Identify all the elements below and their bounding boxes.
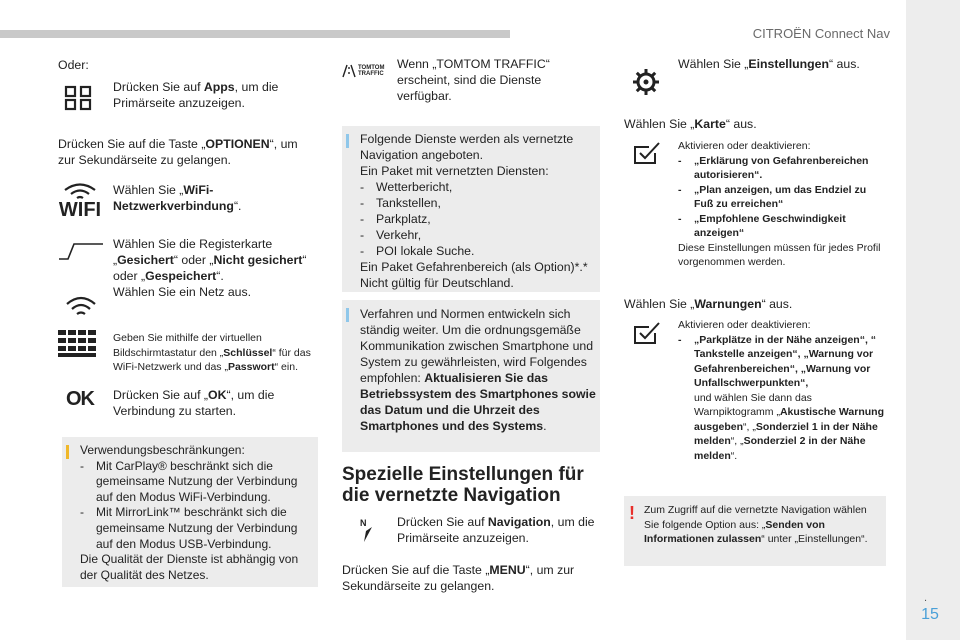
svg-text:N: N xyxy=(360,518,367,528)
page-dot: . xyxy=(924,592,928,604)
tab-selector-icon xyxy=(58,240,104,262)
karte-options xyxy=(678,139,888,270)
settings-instruction: Wählen Sie „Einstellungen“ aus. xyxy=(678,57,860,71)
oder-label: Oder: xyxy=(58,58,89,72)
karte-options-intro: Aktivieren oder deaktivieren: xyxy=(678,140,811,152)
services-intro: Folgende Dienste werden als vernetzte Navigation angeboten. xyxy=(360,132,574,162)
karte-options-outro: Diese Einstellungen müssen für jedes Profil vorgenommen werden. xyxy=(678,241,881,268)
karte-option-item: - „Erklärung von Gefahrenbereichen autorisieren“. xyxy=(678,154,888,183)
tomtom-instruction: Wenn „TOMTOM TRAFFIC“ erscheint, sind die Dienste verfügbar. xyxy=(397,57,550,103)
navigation-arrow-icon xyxy=(352,516,380,544)
settings-gear-icon xyxy=(630,66,662,98)
menu-instruction: Drücken Sie auf die Taste „MENU“, um zur Sekundärseite zu gelangen. xyxy=(342,563,575,593)
services-note xyxy=(342,126,600,292)
header-rule xyxy=(0,30,510,38)
service-item: - Verkehr, xyxy=(360,227,596,243)
warnungen-options-intro: Aktivieren oder deaktivieren: xyxy=(678,319,811,331)
warnungen-options xyxy=(678,318,888,463)
karte-instruction: Wählen Sie „Karte“ aus. xyxy=(624,117,757,131)
services-outro2: Nicht gültig für Deutschland. xyxy=(360,276,514,290)
rules-note xyxy=(342,300,600,452)
access-alert-note xyxy=(624,496,886,566)
warning-exclamation-icon: ! xyxy=(629,503,635,523)
apps-instruction: Drücken Sie auf Apps, um die Primärseite anzuzeigen. xyxy=(113,80,279,110)
service-item: - Tankstellen, xyxy=(360,195,596,211)
tomtom-traffic-icon: TOMTOM TRAFFIC xyxy=(340,60,390,82)
note-outro: Die Qualität der Dienste ist abhängig von der Qualität des Netzes. xyxy=(80,552,299,582)
wifi-icon: WIFI xyxy=(58,180,102,224)
warnungen-options-outro: und wählen Sie dann das Warnpiktogramm „Akustische Warnung ausgeben“, „Sonderziel 1 in der Nähe melden“, „Sonderziel 2 in der Nähe melden“. xyxy=(694,391,885,462)
services-intro2: Ein Paket mit vernetzten Diensten: xyxy=(360,164,549,178)
warnungen-instruction: Wählen Sie „Warnungen“ aus. xyxy=(624,297,793,311)
service-item: - Parkplatz, xyxy=(360,211,596,227)
section-heading: Spezielle Einstellungen für die vernetzte Navigation xyxy=(342,464,584,506)
page-number: 15 xyxy=(921,606,939,623)
services-outro: Ein Paket Gefahrenbereich (als Option)*.* xyxy=(360,260,588,274)
restrictions-note xyxy=(62,437,318,587)
note-item: - Mit MirrorLink™ beschränkt sich die gemeinsame Nutzung der Verbindung auf den Modus USB-Verbindung. xyxy=(80,505,312,552)
ok-icon: OK xyxy=(66,387,94,410)
wifi-instruction: Wählen Sie „WiFi-Netzwerkverbindung“. xyxy=(113,183,242,213)
navigation-instruction: Drücken Sie auf Navigation, um die Primärseite anzuzeigen. xyxy=(397,515,595,545)
ok-instruction: Drücken Sie auf „OK“, um die Verbindung zu starten. xyxy=(113,388,275,418)
rules-text: Verfahren und Normen entwickeln sich ständig weiter. Um die ordnungsgemäße Kommunikation zwischen Smartphone und System zu gewährleisten, wird Folgendes empfohlen: Aktualisieren Sie das Betriebssystem des Smartphones sowie das Datum und die Uhrzeit des Smartphones und des Systems. xyxy=(360,307,596,433)
apps-grid-icon xyxy=(62,84,94,112)
network-instruction: Wählen Sie ein Netz aus. xyxy=(113,285,252,299)
info-marker-icon xyxy=(66,445,69,459)
note-item: - Mit CarPlay® beschränkt sich die gemeinsame Nutzung der Verbindung auf den Modus WiFi-Verbindung. xyxy=(80,459,312,506)
page-sidebar xyxy=(906,0,960,640)
service-item: - POI lokale Suche. xyxy=(360,243,596,259)
optionen-instruction: Drücken Sie auf die Taste „OPTIONEN“, um zur Sekundärseite zu gelangen. xyxy=(58,137,298,167)
keyboard-icon xyxy=(58,330,98,358)
access-alert-text: Zum Zugriff auf die vernetzte Navigation wählen Sie folgende Option aus: „Senden von Informationen zulassen“ unter „Einstellungen“. xyxy=(644,504,868,545)
karte-option-item: - „Empfohlene Geschwindigkeit anzeigen“ xyxy=(678,212,888,241)
service-item: - Wetterbericht, xyxy=(360,179,596,195)
page-header-title: CITROËN Connect Nav xyxy=(752,26,890,41)
info-marker-icon xyxy=(346,308,349,322)
karte-option-item: - „Plan anzeigen, um das Endziel zu Fuß zu erreichen“ xyxy=(678,183,888,212)
note-intro: Verwendungsbeschränkungen: xyxy=(80,443,245,457)
info-marker-icon xyxy=(346,134,349,148)
checkbox-toggle-icon xyxy=(632,140,662,166)
checkbox-toggle-icon xyxy=(632,320,662,346)
wifi-signal-icon xyxy=(64,294,98,320)
keyboard-instruction: Geben Sie mithilfe der virtuellen Bildschirmtastatur den „Schlüssel“ für das WiFi-Netzwerk und das „Passwort“ ein. xyxy=(113,332,311,373)
warnungen-option-item: - „Parkplätze in der Nähe anzeigen“, “ Tankstelle anzeigen“, „Warnung vor Gefahrenbereichen“, „Warnung vor Unfallschwerpunkten“, xyxy=(678,333,888,391)
tab-instruction: Wählen Sie die Registerkarte „Gesichert“ oder „Nicht gesichert“ oder „Gespeichert“. xyxy=(113,237,307,283)
